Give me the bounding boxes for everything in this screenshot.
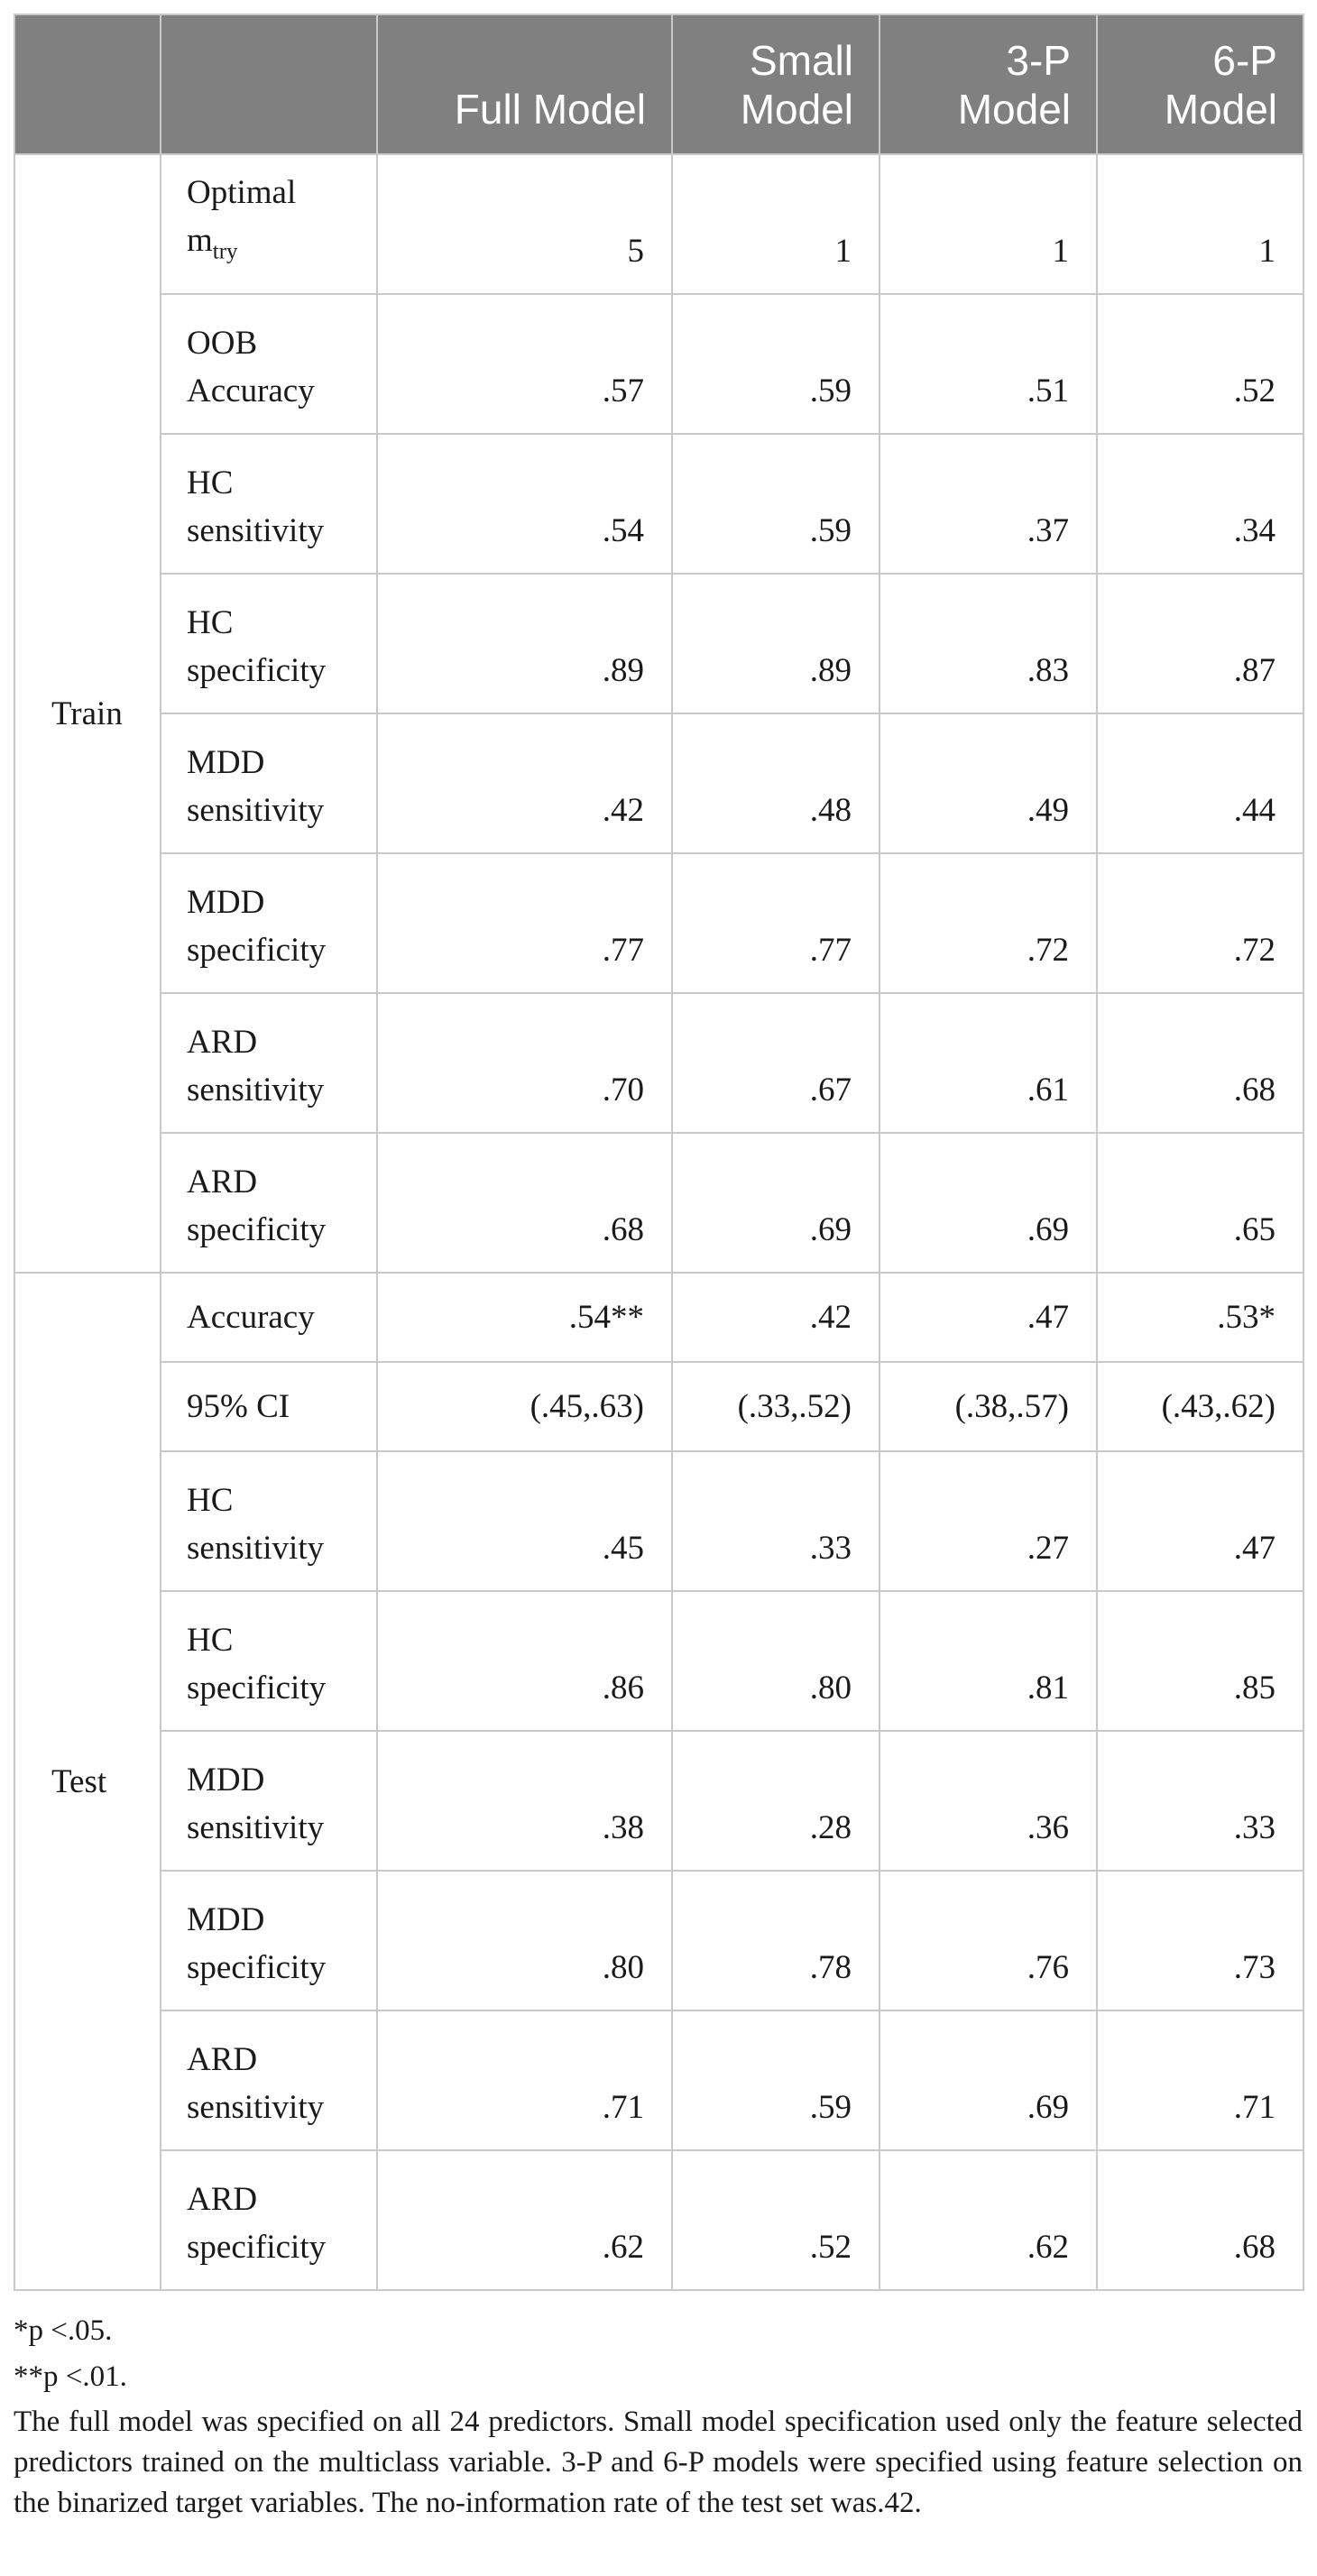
value-full-model: .54: [377, 434, 672, 574]
value-3p-model: .83: [880, 574, 1097, 713]
header-full-model-line1: Full Model: [454, 86, 646, 133]
value-3p-model: .61: [880, 993, 1097, 1133]
metric-label-line2: sensitivity: [187, 1072, 325, 1109]
header-6p-model-line2: Model: [1164, 86, 1277, 133]
value-6p-model: .47: [1097, 1451, 1303, 1591]
table-body: [14, 154, 1303, 2290]
table-row: [14, 853, 1303, 993]
table-row: [14, 2010, 1303, 2150]
metric-label: [161, 294, 377, 434]
footnote-p01: **p <.01.: [14, 2360, 127, 2393]
value-full-model: .89: [377, 574, 672, 713]
table-row: [14, 1273, 1303, 1362]
header-small-model-line1: Small: [749, 37, 853, 84]
value-small-model: (.33,.52): [672, 1362, 880, 1451]
metric-label-line1: MDD: [187, 744, 265, 781]
value-6p-model: .68: [1097, 993, 1303, 1133]
metric-label: [161, 574, 377, 713]
table-row: [14, 1451, 1303, 1591]
metric-label-line2: sensitivity: [187, 512, 325, 549]
value-small-model: .59: [672, 434, 880, 574]
metric-label-line1: Accuracy: [187, 1299, 315, 1336]
table-row: [14, 713, 1303, 853]
metric-label-line2: specificity: [187, 932, 327, 969]
header-full-model: [377, 14, 672, 154]
metric-label-line1: ARD: [187, 1024, 258, 1061]
value-3p-model: .49: [880, 713, 1097, 853]
metric-label-line1: ARD: [187, 1164, 258, 1201]
header-6p-model: [1097, 14, 1303, 154]
table-row: [14, 574, 1303, 713]
value-full-model: .68: [377, 1133, 672, 1273]
value-6p-model: .65: [1097, 1133, 1303, 1273]
value-6p-model: .72: [1097, 853, 1303, 993]
footnote-description: The full model was specified on all 24 predictors. Small model specification used only the feature selected predictors trained on the multiclass variable. 3-P and 6-P models were specified using feature selection on the binarized target variables. The no-information rate of the test set was.42.: [14, 2406, 1303, 2519]
table-row: [14, 1133, 1303, 1273]
value-6p-model: .71: [1097, 2010, 1303, 2150]
footnote-p05: *p <.05.: [14, 2314, 113, 2347]
header-3p-model: [880, 14, 1097, 154]
value-full-model: .54**: [377, 1273, 672, 1362]
table-row: [14, 1591, 1303, 1731]
value-3p-model: .72: [880, 853, 1097, 993]
value-full-model: .71: [377, 2010, 672, 2150]
value-6p-model: .53*: [1097, 1273, 1303, 1362]
table-row: [14, 434, 1303, 574]
table-row: [14, 154, 1303, 294]
metric-label-line1: ARD: [187, 2181, 258, 2218]
table-row: [14, 993, 1303, 1133]
metric-label: [161, 853, 377, 993]
value-small-model: .80: [672, 1591, 880, 1731]
metric-label: [161, 2150, 377, 2290]
value-small-model: .33: [672, 1451, 880, 1591]
metric-label: [161, 1871, 377, 2010]
value-full-model: .45: [377, 1451, 672, 1591]
value-6p-model: .73: [1097, 1871, 1303, 2010]
value-6p-model: .87: [1097, 574, 1303, 713]
value-6p-model: .52: [1097, 294, 1303, 434]
value-6p-model: 1: [1097, 154, 1303, 294]
value-6p-model: .44: [1097, 713, 1303, 853]
metric-label-line2: Accuracy: [187, 373, 315, 409]
value-full-model: .70: [377, 993, 672, 1133]
value-full-model: .80: [377, 1871, 672, 2010]
value-6p-model: .85: [1097, 1591, 1303, 1731]
metric-label: [161, 154, 377, 294]
metric-label: [161, 1362, 377, 1451]
metric-label-line2: specificity: [187, 652, 327, 689]
table-row: [14, 1871, 1303, 2010]
metric-label-line2: specificity: [187, 2229, 327, 2266]
metric-label: [161, 434, 377, 574]
value-3p-model: (.38,.57): [880, 1362, 1097, 1451]
value-small-model: .59: [672, 294, 880, 434]
table-row: [14, 294, 1303, 434]
train-group-label: Train: [14, 154, 161, 1273]
value-6p-model: .34: [1097, 434, 1303, 574]
value-full-model: (.45,.63): [377, 1362, 672, 1451]
value-full-model: .62: [377, 2150, 672, 2290]
value-small-model: .42: [672, 1273, 880, 1362]
value-3p-model: .69: [880, 2010, 1097, 2150]
header-small-model-line2: Model: [740, 86, 853, 133]
metric-label: [161, 1591, 377, 1731]
metric-label-line1: MDD: [187, 1901, 265, 1938]
value-3p-model: .76: [880, 1871, 1097, 2010]
value-full-model: .86: [377, 1591, 672, 1731]
value-small-model: .67: [672, 993, 880, 1133]
metric-label: [161, 1731, 377, 1871]
metric-label-line2: sensitivity: [187, 792, 325, 829]
value-small-model: .89: [672, 574, 880, 713]
header-6p-model-line1: 6-P: [1212, 37, 1277, 84]
value-3p-model: .81: [880, 1591, 1097, 1731]
metric-label-line2: sensitivity: [187, 2089, 325, 2126]
value-full-model: .77: [377, 853, 672, 993]
metric-label-line1: MDD: [187, 1762, 265, 1799]
value-3p-model: .36: [880, 1731, 1097, 1871]
table-row: [14, 1731, 1303, 1871]
metric-label-line2: specificity: [187, 1211, 327, 1248]
metric-label-line2: m: [187, 221, 213, 259]
results-table: [14, 14, 1304, 2291]
header-3p-model-line1: 3-P: [1006, 37, 1071, 84]
header-blank-group: [14, 14, 161, 154]
header-blank-metric: [161, 14, 377, 154]
header-small-model: [672, 14, 880, 154]
metric-label: [161, 1133, 377, 1273]
metric-label: [161, 1273, 377, 1362]
metric-label-line1: Optimal: [187, 173, 297, 211]
value-6p-model: .68: [1097, 2150, 1303, 2290]
value-small-model: 1: [672, 154, 880, 294]
value-full-model: .57: [377, 294, 672, 434]
value-small-model: .78: [672, 1871, 880, 2010]
table-row: [14, 1362, 1303, 1451]
metric-label-line1: MDD: [187, 884, 265, 921]
value-3p-model: .37: [880, 434, 1097, 574]
metric-label-subscript: try: [212, 239, 238, 263]
metric-label-line2: specificity: [187, 1949, 327, 1986]
value-full-model: .38: [377, 1731, 672, 1871]
value-3p-model: 1: [880, 154, 1097, 294]
value-3p-model: .27: [880, 1451, 1097, 1591]
metric-label-line2: sensitivity: [187, 1530, 325, 1567]
value-small-model: .59: [672, 2010, 880, 2150]
metric-label-line1: ARD: [187, 2041, 258, 2078]
value-small-model: .52: [672, 2150, 880, 2290]
metric-label-line1: OOB: [187, 325, 258, 362]
metric-label-line1: HC: [187, 1622, 234, 1659]
metric-label-line2: specificity: [187, 1670, 327, 1707]
value-full-model: .42: [377, 713, 672, 853]
value-full-model: 5: [377, 154, 672, 294]
metric-label-line1: HC: [187, 1482, 234, 1519]
value-6p-model: (.43,.62): [1097, 1362, 1303, 1451]
table-header: [14, 14, 1303, 154]
metric-label-line1: HC: [187, 465, 234, 501]
value-small-model: .77: [672, 853, 880, 993]
value-3p-model: .51: [880, 294, 1097, 434]
value-6p-model: .33: [1097, 1731, 1303, 1871]
value-3p-model: .69: [880, 1133, 1097, 1273]
header-3p-model-line2: Model: [957, 86, 1071, 133]
value-small-model: .69: [672, 1133, 880, 1273]
value-3p-model: .62: [880, 2150, 1097, 2290]
metric-label-line1: HC: [187, 604, 234, 641]
table-row: [14, 2150, 1303, 2290]
value-small-model: .28: [672, 1731, 880, 1871]
test-group-label: Test: [14, 1273, 161, 2290]
value-small-model: .48: [672, 713, 880, 853]
value-3p-model: .47: [880, 1273, 1097, 1362]
metric-label: [161, 713, 377, 853]
metric-label-line2: sensitivity: [187, 1809, 325, 1846]
metric-label: [161, 2010, 377, 2150]
metric-label-line1: 95% CI: [187, 1388, 290, 1425]
metric-label: [161, 993, 377, 1133]
metric-label: [161, 1451, 377, 1591]
